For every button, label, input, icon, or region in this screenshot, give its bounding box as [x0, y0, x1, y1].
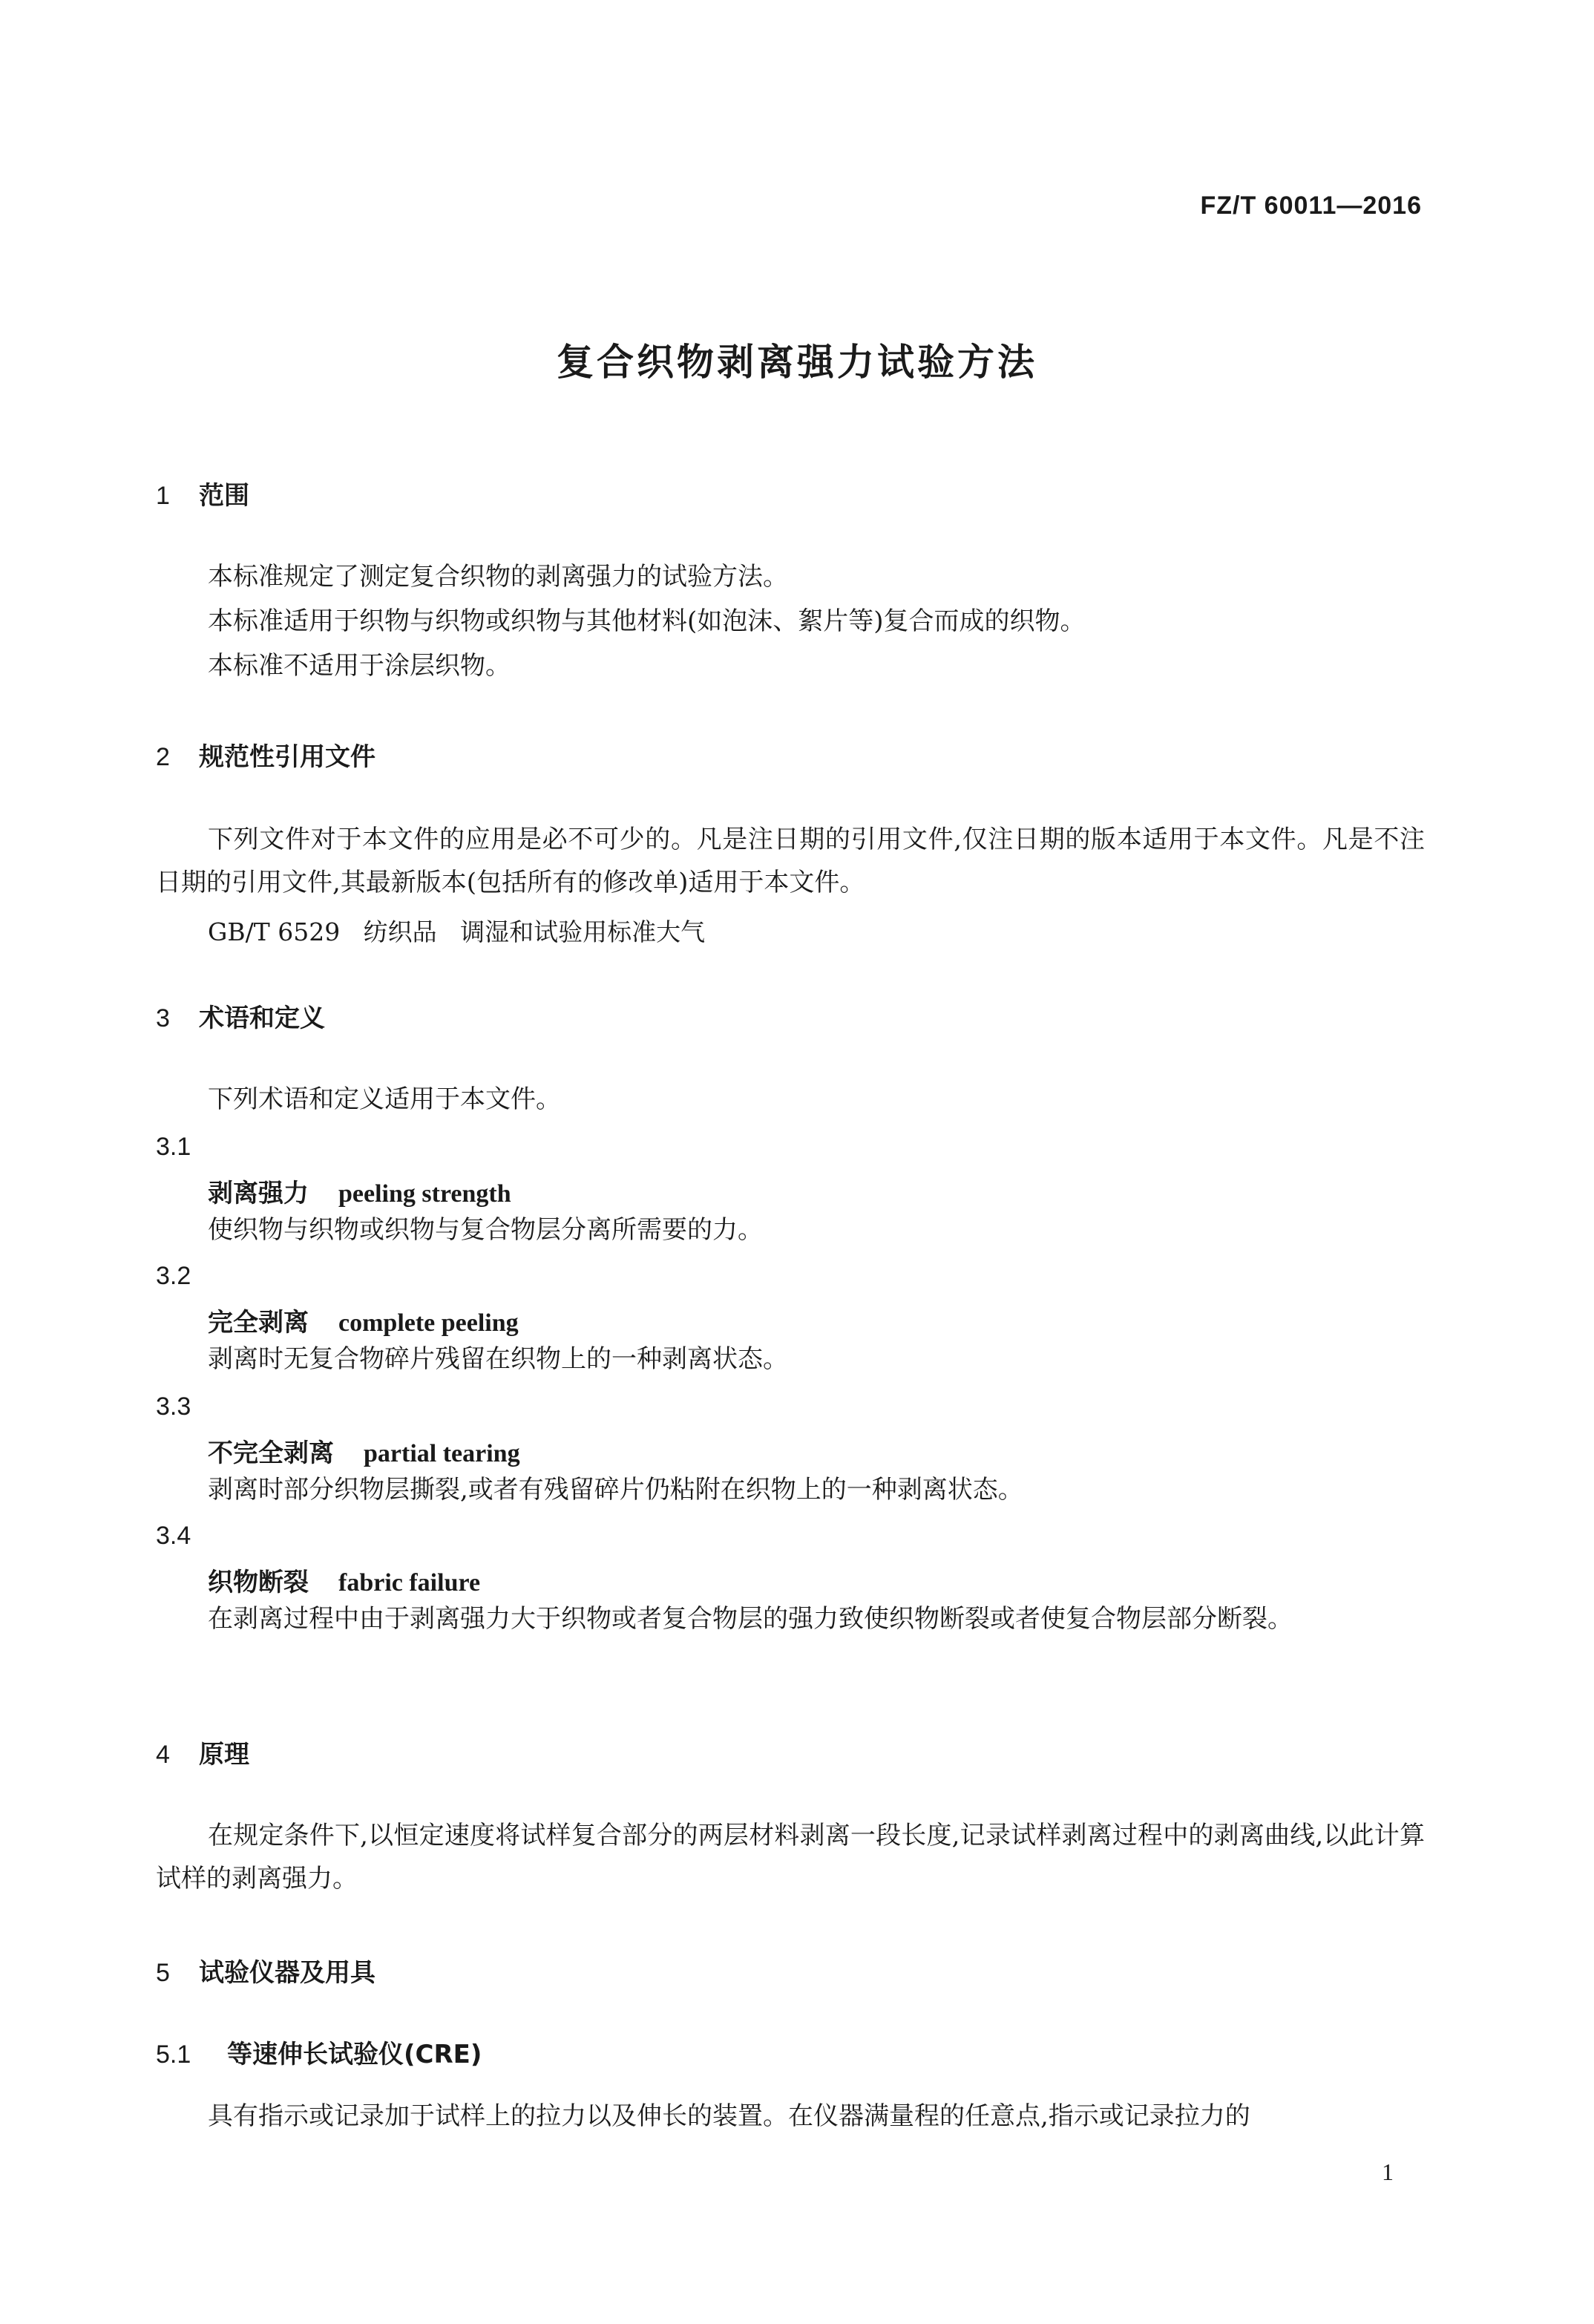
- section-number: 5: [156, 1959, 170, 1987]
- section-3-heading: [156, 998, 325, 1034]
- term-en: complete peeling: [338, 1309, 519, 1337]
- section-number: 2: [156, 743, 170, 771]
- section-2-heading: [156, 736, 375, 773]
- term-zh: 完全剥离: [208, 1308, 309, 1338]
- section-4-heading: [156, 1734, 249, 1770]
- term-definition: 使织物与织物或织物与复合物层分离所需要的力。: [208, 1215, 763, 1245]
- term-entry: [208, 1302, 519, 1338]
- page-number: 1: [1382, 2158, 1394, 2185]
- document-title: 复合织物剥离强力试验方法: [557, 341, 1037, 384]
- section-title: 试验仪器及用具: [199, 1958, 375, 1988]
- section-number: 3: [156, 1004, 170, 1032]
- section-number: 4: [156, 1741, 170, 1769]
- term-entry: [208, 1173, 511, 1209]
- term-number: 3.1: [156, 1133, 191, 1161]
- section-title: 范围: [199, 481, 249, 511]
- paragraph: 本标准规定了测定复合织物的剥离强力的试验方法。: [208, 562, 788, 592]
- paragraph: 具有指示或记录加于试样上的拉力以及伸长的装置。在仪器满量程的任意点,指示或记录拉力的: [208, 2101, 1250, 2131]
- normative-reference: GB/T 6529 纺织品 调湿和试验用标准大气: [208, 917, 706, 946]
- subsection-title: 等速伸长试验仪(CRE): [227, 2040, 482, 2069]
- section-1-heading: [156, 475, 249, 511]
- term-en: fabric failure: [338, 1569, 481, 1597]
- section-title: 术语和定义: [199, 1004, 325, 1033]
- subsection-5-1-heading: [156, 2034, 482, 2070]
- section-5-heading: [156, 1952, 375, 1989]
- term-number: 3.3: [156, 1392, 191, 1421]
- term-zh: 织物断裂: [208, 1568, 309, 1597]
- paragraph: 下列文件对于本文件的应用是必不可少的。凡是注日期的引用文件,仅注日期的版本适用于本文件。凡是不注日期的引用文件,其最新版本(包括所有的修改单)适用于本文件。: [156, 825, 1425, 897]
- term-zh: 不完全剥离: [208, 1438, 334, 1468]
- section-number: 1: [156, 482, 170, 510]
- term-entry: [208, 1562, 480, 1598]
- term-number: 3.2: [156, 1262, 191, 1290]
- term-en: peeling strength: [338, 1180, 511, 1208]
- paragraph: 本标准不适用于涂层织物。: [208, 651, 511, 681]
- term-en: partial tearing: [364, 1440, 520, 1467]
- term-definition: 剥离时部分织物层撕裂,或者有残留碎片仍粘附在织物上的一种剥离状态。: [208, 1475, 1023, 1505]
- term-entry: [208, 1433, 520, 1469]
- subsection-number: 5.1: [156, 2040, 191, 2069]
- term-number: 3.4: [156, 1522, 191, 1550]
- term-definition: 剥离时无复合物碎片残留在织物上的一种剥离状态。: [208, 1344, 788, 1374]
- section-title: 规范性引用文件: [199, 742, 375, 772]
- term-definition: 在剥离过程中由于剥离强力大于织物或者复合物层的强力致使织物断裂或者使复合物层部分断裂。: [208, 1604, 1293, 1634]
- paragraph: 在规定条件下,以恒定速度将试样复合部分的两层材料剥离一段长度,记录试样剥离过程中的剥离曲线,以此计算试样的剥离强力。: [156, 1821, 1425, 1893]
- section-title: 原理: [199, 1740, 249, 1770]
- term-zh: 剥离强力: [208, 1179, 309, 1208]
- paragraph: 下列术语和定义适用于本文件。: [208, 1084, 561, 1114]
- standard-code: FZ/T 60011—2016: [1200, 192, 1422, 220]
- paragraph: 本标准适用于织物与织物或织物与其他材料(如泡沫、絮片等)复合而成的织物。: [208, 606, 1086, 636]
